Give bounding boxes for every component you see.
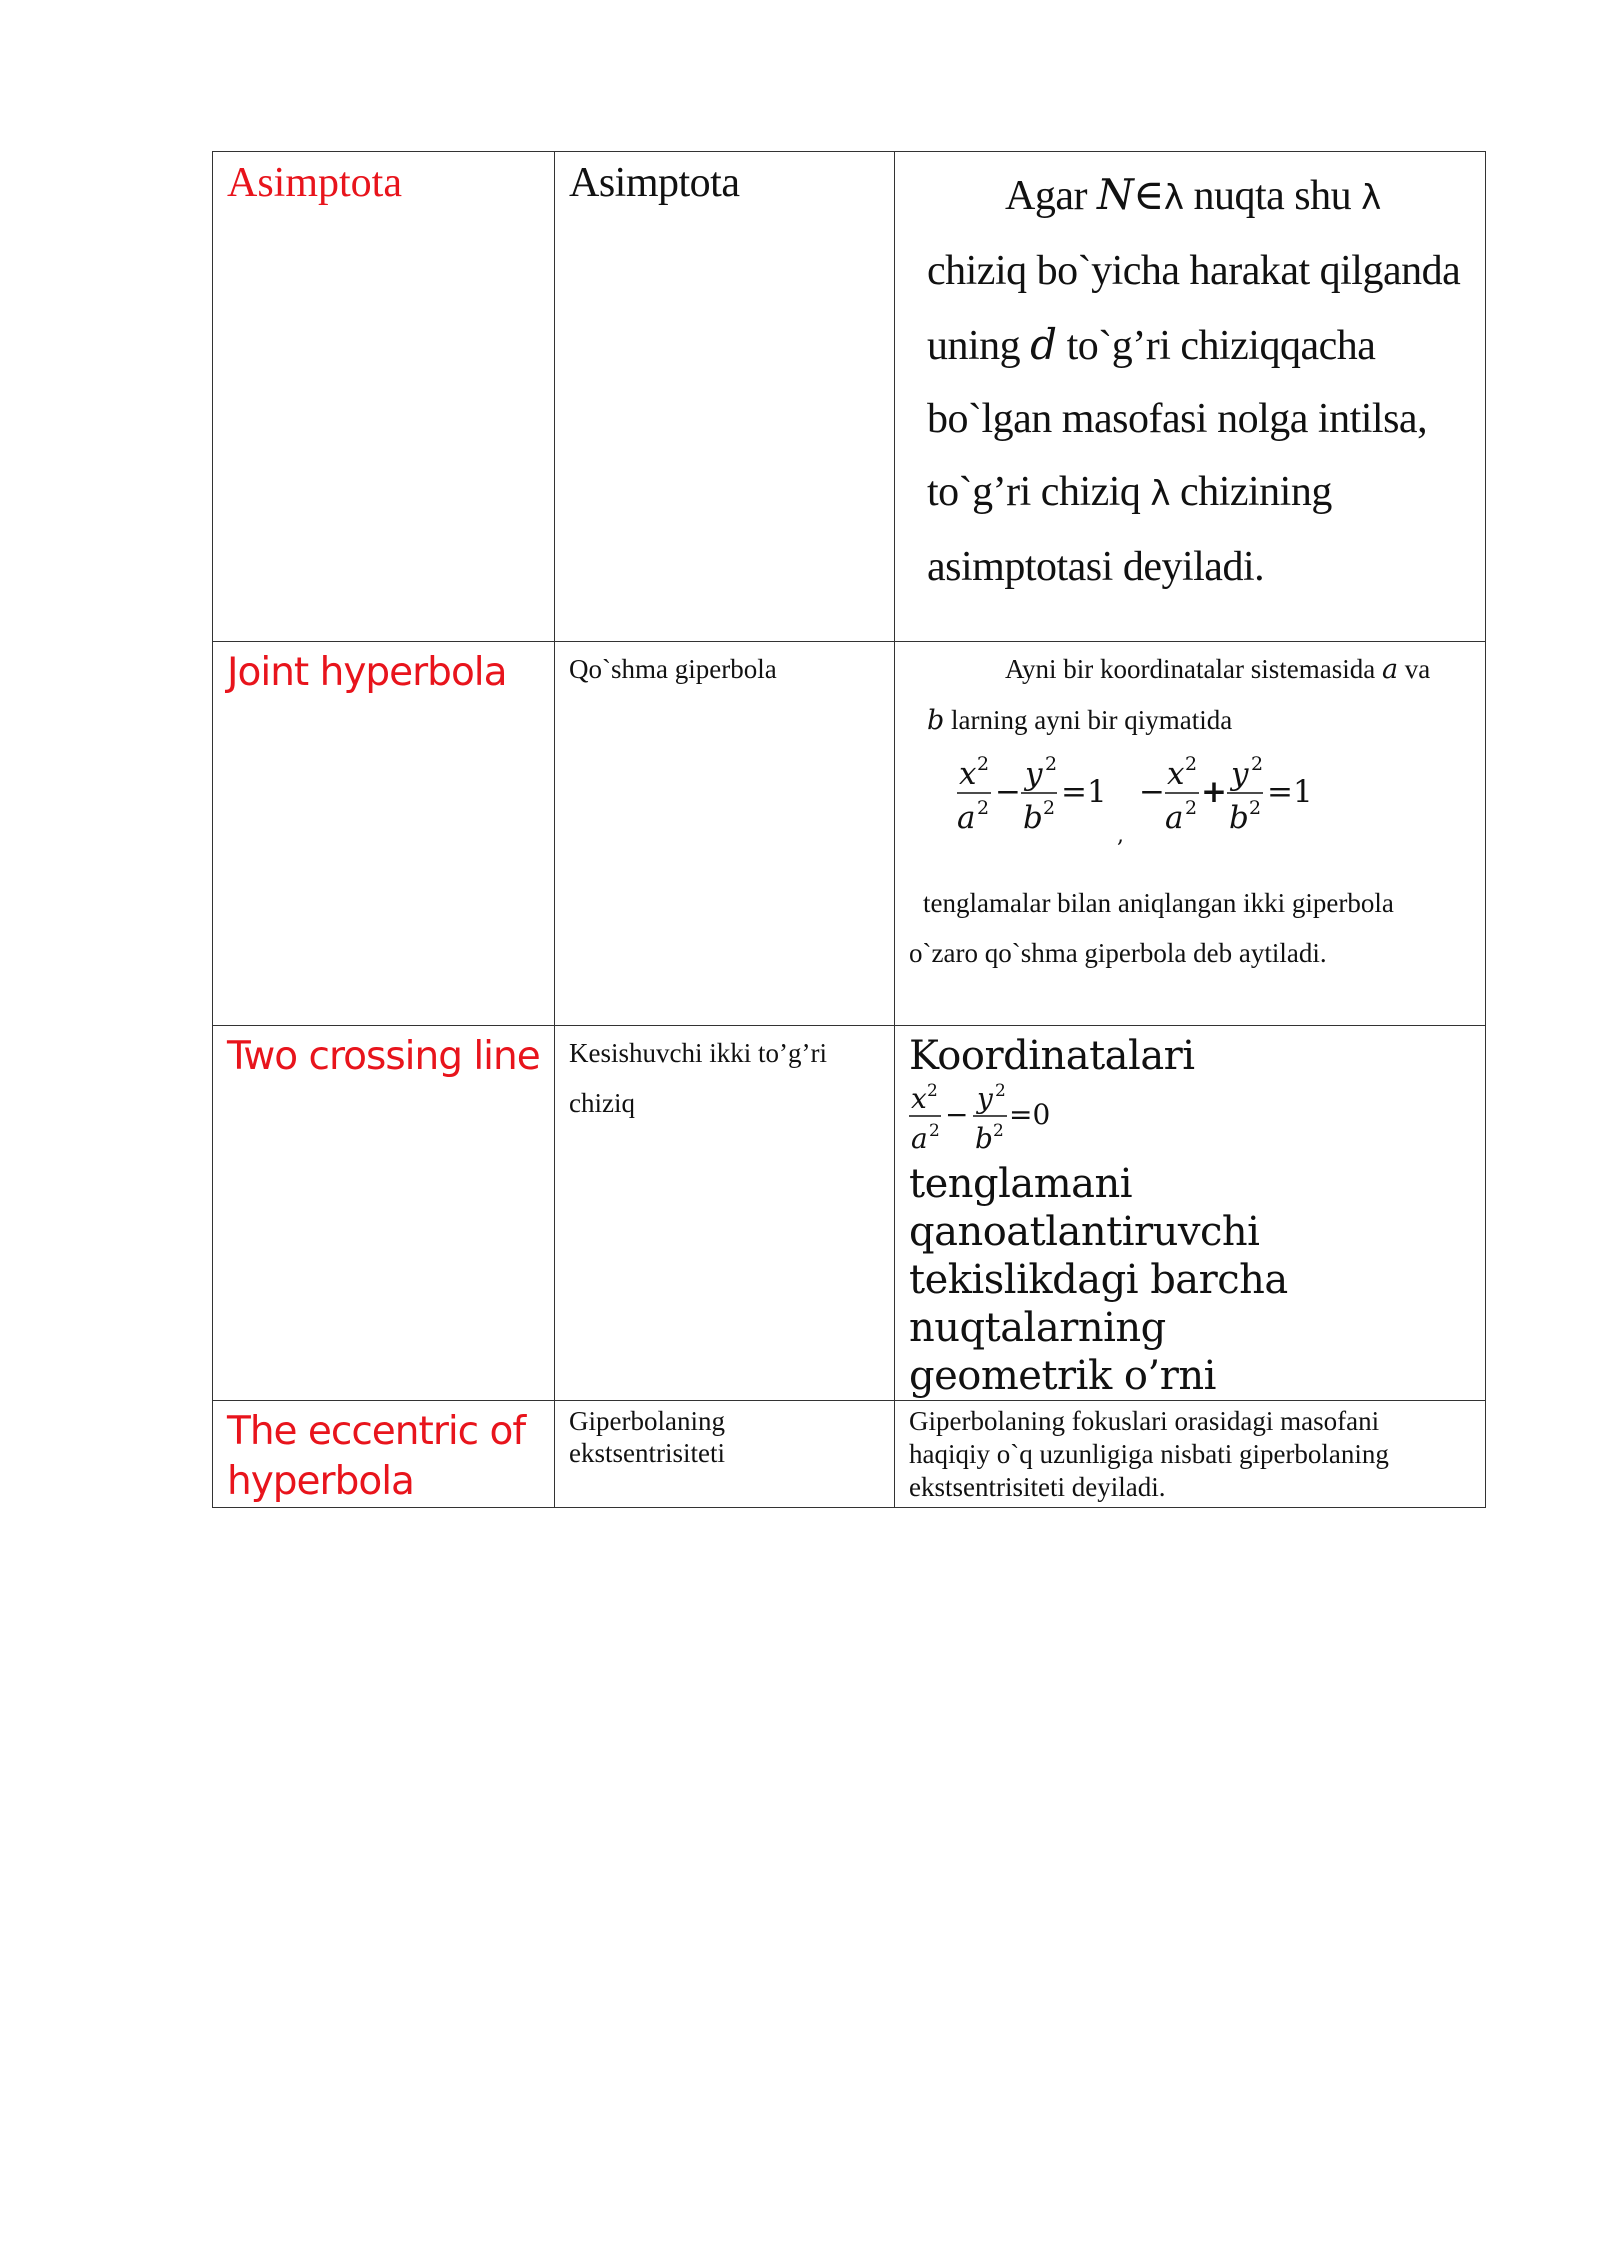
eq-term: a [911, 1122, 928, 1155]
definition [895, 1401, 1485, 1504]
definition-cell [895, 642, 1486, 1026]
definition-line: o`zaro qo`shma giperbola deb aytiladi. [909, 938, 1327, 968]
term-uz-cell [555, 152, 895, 642]
term-uz-line: Kesishuvchi ikki to’g’ri [569, 1038, 827, 1068]
term-en-cell [213, 642, 555, 1026]
definition-cell [895, 1401, 1486, 1508]
eq-term: 2 [1045, 753, 1058, 775]
term-uz-line: Giperbolaning [569, 1406, 725, 1436]
eq-term: =0 [1009, 1098, 1051, 1131]
definition-line: chiziq bo`yicha harakat qilganda [927, 248, 1461, 294]
definition-line: tenglamalar bilan aniqlangan ikki giperbola [923, 888, 1394, 918]
eq-term: 2 [977, 753, 990, 775]
eq-term: x [1167, 756, 1185, 792]
term-en-cell [213, 1401, 555, 1508]
definition-line: Koordinatalari [909, 1033, 1195, 1079]
eq-term: 2 [1185, 797, 1198, 819]
term-en-cell [213, 1026, 555, 1401]
eq-term: − [1139, 774, 1165, 810]
term-en: Two crossing line [227, 1034, 540, 1079]
term-uz-cell [555, 1026, 895, 1401]
definition-line: tenglamani qanoatlantiruvchi [909, 1161, 1260, 1255]
table-row [213, 1401, 1486, 1508]
eq-term: 2 [1251, 753, 1264, 775]
eq-term: x [959, 756, 977, 792]
term-uz-line: ekstsentrisiteti [569, 1438, 725, 1468]
eq-term: a [957, 800, 976, 836]
table-row [213, 1026, 1486, 1401]
term-uz-cell [555, 1401, 895, 1508]
eq-term: b [1229, 800, 1249, 836]
definition-line: asimptotasi deyiladi. [927, 544, 1265, 590]
eq-term: 2 [1185, 753, 1198, 775]
definition-line: uning d to`g’ri chiziqqacha [927, 320, 1376, 369]
eq-term: 2 [927, 1081, 938, 1101]
eq-term: x [911, 1082, 927, 1115]
definition-line: geometrik o’rni [909, 1353, 1216, 1399]
eq-term: a [1165, 800, 1184, 836]
definition-cell [895, 152, 1486, 642]
eq-term: b [1023, 800, 1043, 836]
eq-term: b [975, 1122, 993, 1155]
term-en-line: hyperbola [227, 1459, 414, 1504]
eq-term: =1 [1061, 774, 1107, 810]
term-en-cell [213, 152, 555, 642]
eq-term: 2 [993, 1121, 1004, 1141]
definition [895, 1026, 1485, 1400]
definition-line: b larning ayni bir qiymatida [927, 705, 1233, 736]
term-uz: Asimptota [569, 160, 740, 206]
definition-line: to`g’ri chiziq λ chizining [927, 469, 1332, 515]
eq-term: , [1117, 823, 1124, 848]
glossary-table [212, 151, 1486, 1508]
table-row [213, 642, 1486, 1026]
hyperbola-equations [927, 746, 1347, 856]
eq-term: y [977, 1082, 993, 1115]
eq-term: 2 [995, 1081, 1006, 1101]
eq-term: − [945, 1098, 969, 1131]
term-en: Joint hyperbola [227, 650, 507, 695]
eq-term: + [1201, 774, 1227, 810]
term-uz-line: chiziq [569, 1088, 635, 1118]
eq-term: − [995, 774, 1021, 810]
term-en: Asimptota [227, 160, 402, 206]
definition-cell [895, 1026, 1486, 1401]
eq-term: y [1025, 756, 1043, 792]
definition-line: ekstsentrisiteti deyiladi. [909, 1472, 1166, 1502]
eq-term: 2 [929, 1121, 940, 1141]
definition [895, 642, 1485, 978]
crossing-lines-equation [909, 1080, 1109, 1160]
definition-line: Agar N∈λ nuqta shu λ [1005, 170, 1381, 219]
definition-line: bo`lgan masofasi nolga intilsa, [927, 396, 1428, 442]
eq-term: =1 [1267, 774, 1313, 810]
definition-line: Ayni bir koordinatalar sistemasida a va [1005, 654, 1431, 685]
eq-term: 2 [1249, 797, 1262, 819]
definition-line: tekislikdagi barcha nuqtalarning [909, 1257, 1288, 1351]
definition [895, 152, 1485, 604]
eq-term: 2 [1043, 797, 1056, 819]
term-uz-cell [555, 642, 895, 1026]
definition-line: Giperbolaning fokuslari orasidagi masofani [909, 1406, 1380, 1436]
eq-term: 2 [977, 797, 990, 819]
table-row [213, 152, 1486, 642]
term-uz: Qo`shma giperbola [569, 654, 777, 684]
term-en-line: The eccentric of [227, 1409, 526, 1454]
eq-term: y [1231, 756, 1249, 792]
definition-line: haqiqiy o`q uzunligiga nisbati giperbolaning [909, 1439, 1389, 1469]
